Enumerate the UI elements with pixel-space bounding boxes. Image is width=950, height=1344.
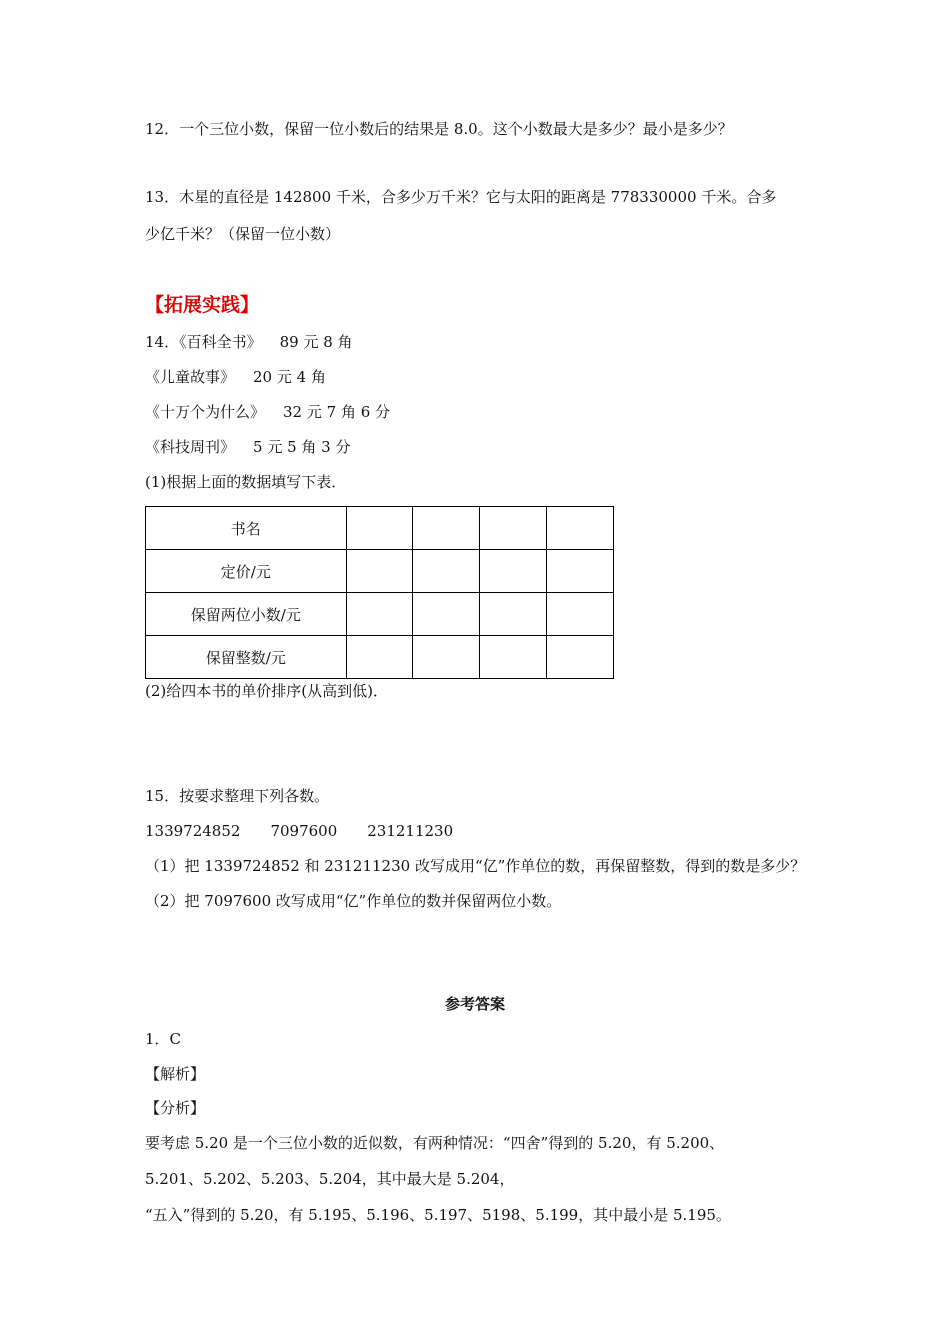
table-row-header: 定价/元 bbox=[146, 550, 347, 593]
table-cell bbox=[547, 550, 614, 593]
question-15-part-1: （1）把 1339724852 和 231211230 改写成用“亿”作单位的数，再保留整数，得到的数是多少？ bbox=[145, 857, 806, 875]
book-line-3 bbox=[145, 401, 390, 423]
number-item: 7097600 bbox=[270, 822, 338, 840]
table-cell bbox=[547, 636, 614, 679]
book-line-2 bbox=[145, 366, 326, 388]
number-item: 231211230 bbox=[367, 822, 454, 840]
answer-1: 1．C bbox=[145, 1030, 182, 1048]
table-cell bbox=[547, 507, 614, 550]
question-13-line-1: 13．木星的直径是 142800 千米，合多少万千米？它与太阳的距离是 778330000 千米。合多 bbox=[145, 188, 777, 206]
question-12: 12．一个三位小数，保留一位小数后的结果是 8.0。这个小数最大是多少？最小是多少？ bbox=[145, 120, 733, 138]
table-cell bbox=[480, 507, 547, 550]
table-cell bbox=[413, 636, 480, 679]
table-cell bbox=[413, 550, 480, 593]
price-table bbox=[145, 506, 614, 679]
book-price: 5 元 5 角 3 分 bbox=[253, 438, 351, 456]
book-name: 《儿童故事》 bbox=[145, 368, 236, 386]
answer-analysis-label: 【解析】 bbox=[145, 1065, 206, 1083]
table-cell bbox=[346, 593, 413, 636]
table-cell bbox=[346, 550, 413, 593]
table-cell bbox=[480, 636, 547, 679]
book-name: 《科技周刊》 bbox=[145, 438, 236, 456]
table-cell bbox=[413, 593, 480, 636]
book-line-1 bbox=[145, 331, 353, 353]
answer-explanation-line-3: “五入”得到的 5.20，有 5.195、5.196、5.197、5198、5.199，其中最小是 5.195。 bbox=[145, 1206, 731, 1224]
answer-explanation-line-1: 要考虑 5.20 是一个三位小数的近似数，有两种情况：“四舍”得到的 5.20，有 5.200、 bbox=[145, 1134, 725, 1152]
table-row bbox=[146, 593, 614, 636]
question-14-part-1: (1)根据上面的数据填写下表． bbox=[145, 473, 347, 491]
table-cell bbox=[346, 507, 413, 550]
table-cell bbox=[346, 636, 413, 679]
book-name: 《百科全书》 bbox=[179, 333, 262, 351]
table-row bbox=[146, 550, 614, 593]
book-name: 《十万个为什么》 bbox=[145, 403, 266, 421]
answer-breakdown-label: 【分析】 bbox=[145, 1099, 206, 1117]
book-price: 89 元 8 角 bbox=[279, 333, 353, 351]
table-cell bbox=[413, 507, 480, 550]
question-15-title: 15．按要求整理下列各数。 bbox=[145, 787, 330, 805]
question-13-line-2: 少亿千米？（保留一位小数） bbox=[145, 225, 341, 243]
question-14-number: 14． bbox=[145, 333, 180, 351]
table-cell bbox=[480, 593, 547, 636]
book-price: 20 元 4 角 bbox=[253, 368, 326, 386]
number-item: 1339724852 bbox=[145, 822, 241, 840]
table-cell bbox=[547, 593, 614, 636]
table-row-header: 书名 bbox=[146, 507, 347, 550]
table-row bbox=[146, 507, 614, 550]
answer-section-title: 参考答案 bbox=[444, 995, 505, 1013]
book-line-4 bbox=[145, 436, 351, 458]
question-15-part-2: （2）把 7097600 改写成用“亿”作单位的数并保留两位小数。 bbox=[145, 892, 562, 910]
section-title-extension-practice: 【拓展实践】 bbox=[145, 294, 260, 316]
table-cell bbox=[480, 550, 547, 593]
answer-explanation-line-2: 5.201、5.202、5.203、5.204，其中最大是 5.204， bbox=[145, 1170, 515, 1188]
table-row-header: 保留整数/元 bbox=[146, 636, 347, 679]
question-15-numbers bbox=[145, 820, 453, 842]
table-row bbox=[146, 636, 614, 679]
book-price: 32 元 7 角 6 分 bbox=[283, 403, 391, 421]
table-row-header: 保留两位小数/元 bbox=[146, 593, 347, 636]
question-14-part-2: (2)给四本书的单价排序(从高到低)． bbox=[145, 682, 388, 700]
